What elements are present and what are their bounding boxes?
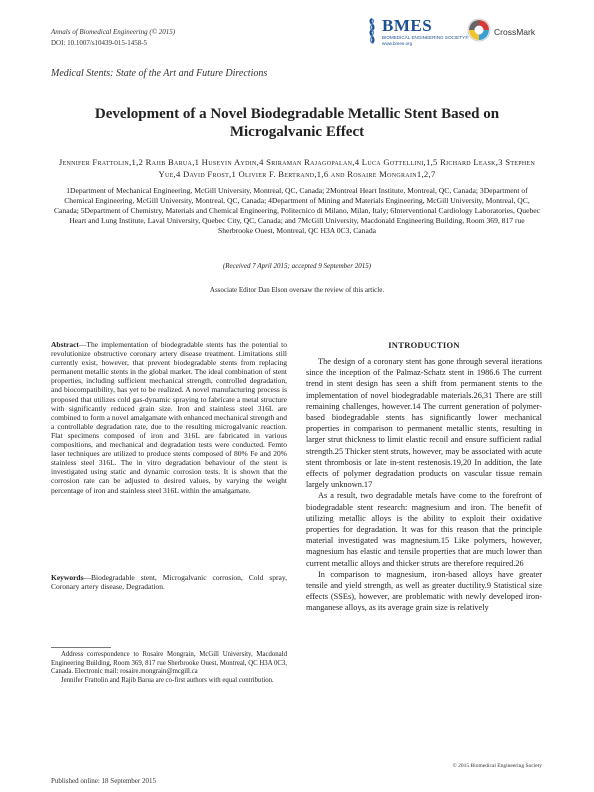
abstract [51, 340, 287, 495]
journal-header: Annals of Biomedical Engineering (© 2015) [51, 28, 176, 36]
article-title: Development of a Novel Biodegradable Metallic Stent Based on Microgalvanic Effect [94, 106, 500, 140]
keywords [51, 573, 287, 592]
author-list-text: Jennifer Frattolin,1,2 Rajib Barua,1 Huseyin Aydin,4 Sriraman Rajagopalan,4 Luca Gottellini,1,5 Richard Leask,3 Stephen Yue,4 David Frost,1 Olivier F. Bertrand,1,6 and Rosaire Mongrain1,2,7 [58, 157, 536, 179]
section-title: Medical Stents: State of the Art and Future Directions [51, 68, 268, 79]
bmes-logo-text: BMES [382, 16, 433, 35]
introduction-body [306, 356, 542, 614]
abstract-text: —The implementation of biodegradable stents has the potential to revolutionize obstructive coronary artery disease treatment. Limitations still currently exist, however, that prevent biodegradable stents from replacing permanent metallic stents in the global market. The ideal combination of stent properties, including sufficient mechanical strength, controlled degradation, and biocompatibility, has yet to be realized. A novel manufacturing process is proposed that utilizes cold gas-dynamic spraying to fabricate a metal structure with significantly reduced grain size. Iron and stainless steel 316L are combined to form a novel amalgamate with enhanced mechanical strength and a controllable degradation rate, due to the resulting microgalvanic reaction. Flat specimens composed of iron and 316L are fabricated in various compositions, and mechanical and degradation tests were conducted. Femto laser techniques are utilized to produce stents composed of 80% Fe and 20% stainless steel 316L. The in vitro degradation behaviour of the stent is investigated using static and dynamic corrosion tests. It is shown that the corrosion rate can be adjusted to desired values, by varying the weight percentage of iron and stainless steel 316L within the amalgamate. [51, 340, 287, 495]
intro-paragraph-3: In comparison to magnesium, iron-based alloys have greater tensile and yield strength, as well as greater ductility.9 Statistical size effects (SSEs), however, are problematic with newly developed iron-manganese alloys, as its average grain size is relatively [306, 569, 542, 613]
published-online: Published online: 18 September 2015 [51, 777, 156, 785]
keywords-text: —Biodegradable stent, Microgalvanic corrosion, Cold spray, Coronary artery disease, Degradation. [51, 573, 287, 592]
keywords-label: Keywords [51, 573, 84, 582]
received-dates: (Received 7 April 2015; accepted 9 September 2015) [222, 262, 372, 270]
correspondence-address: Address correspondence to Rosaire Mongrain, McGill University, Macdonald Engineering Building, Room 369, 817 rue Sherbrooke Ouest, Montreal, QC H3A 0C3, Canada. Electronic mail: rosaire.mongrain@mcgill.ca [51, 651, 287, 676]
bmes-logo-subtitle: BIOMEDICAL ENGINEERING SOCIETY® [382, 35, 469, 40]
co-first-author-note: Jennifer Frattolin and Rajib Barua are co-first authors with equal contribution. [61, 676, 274, 684]
crossmark-label: CrossMark [494, 27, 536, 37]
introduction-heading: INTRODUCTION [388, 340, 460, 350]
intro-paragraph-2: As a result, two degradable metals have come to the forefront of biodegradable stent research: magnesium and iron. The benefit of utilizing metallic alloys is the ability to exploit their oxidative properties for degradation. It was for this reason that the principle material investigated was magnesium.15 Like polymers, however, magnesium has elastic and tensile properties that are much lower than current metallic alloys and thicker struts are therefore required.26 [306, 491, 542, 568]
doi-header: DOI: 10.1007/s10439-015-1458-5 [51, 39, 148, 47]
crossmark-badge[interactable] [467, 18, 547, 46]
affiliations: 1Department of Mechanical Engineering, McGill University, Montreal, QC, Canada; 2Montreal Heart Institute, Montreal, QC, Canada; 3Department of Chemical Engineering, McGill University, Montreal, QC, Canada; 4Department of Mining and Materials Engineering, McGill University, Montreal, QC, Canada; 5Department of Chemistry, Materials and Chemical Engineering, Politecnico di Milano, Milan, Italy; 6Interventional Cardiology Laboratories, Quebec Heart and Lung Institute, Laval University, Quebec City, QC, Canada; and 7McGill University, Macdonald Engineering Building, Room 369, 817 rue Sherbrooke Ouest, Montreal, QC H3A 0C3, Canada [53, 186, 540, 236]
bmes-mark-icon [366, 18, 378, 44]
footnote-divider [51, 647, 111, 648]
copyright-notice: © 2015 Biomedical Engineering Society [452, 763, 542, 769]
intro-paragraph-1: The design of a coronary stent has gone through several iterations since the inception of the Palmaz-Schatz stent in 1986.6 The current trend in stent design has seen a shift from permanent stents to the implementation of novel biodegradable materials.26,31 There are still remaining challenges, however.14 The current generation of polymer-based biodegradable stents has significantly lower mechanical properties in comparison to permanent metallic stents, resulting in larger strut thickness to limit elastic recoil and ensure sufficient radial strength.25 Thicker stent struts, however, may be associated with acute stent thrombosis or late in-stent restenosis.19,20 In addition, the late effects of polymer degradation products on vascular tissue remain largely unknown.17 [306, 357, 542, 490]
associate-editor-note: Associate Editor Dan Elson oversaw the review of this article. [209, 286, 385, 294]
bmes-logo [366, 14, 469, 48]
bmes-logo-url: www.bmes.org [382, 41, 413, 46]
abstract-label: Abstract [51, 340, 79, 349]
author-list [55, 156, 539, 180]
crossmark-icon [467, 18, 491, 42]
footnote [51, 651, 287, 685]
